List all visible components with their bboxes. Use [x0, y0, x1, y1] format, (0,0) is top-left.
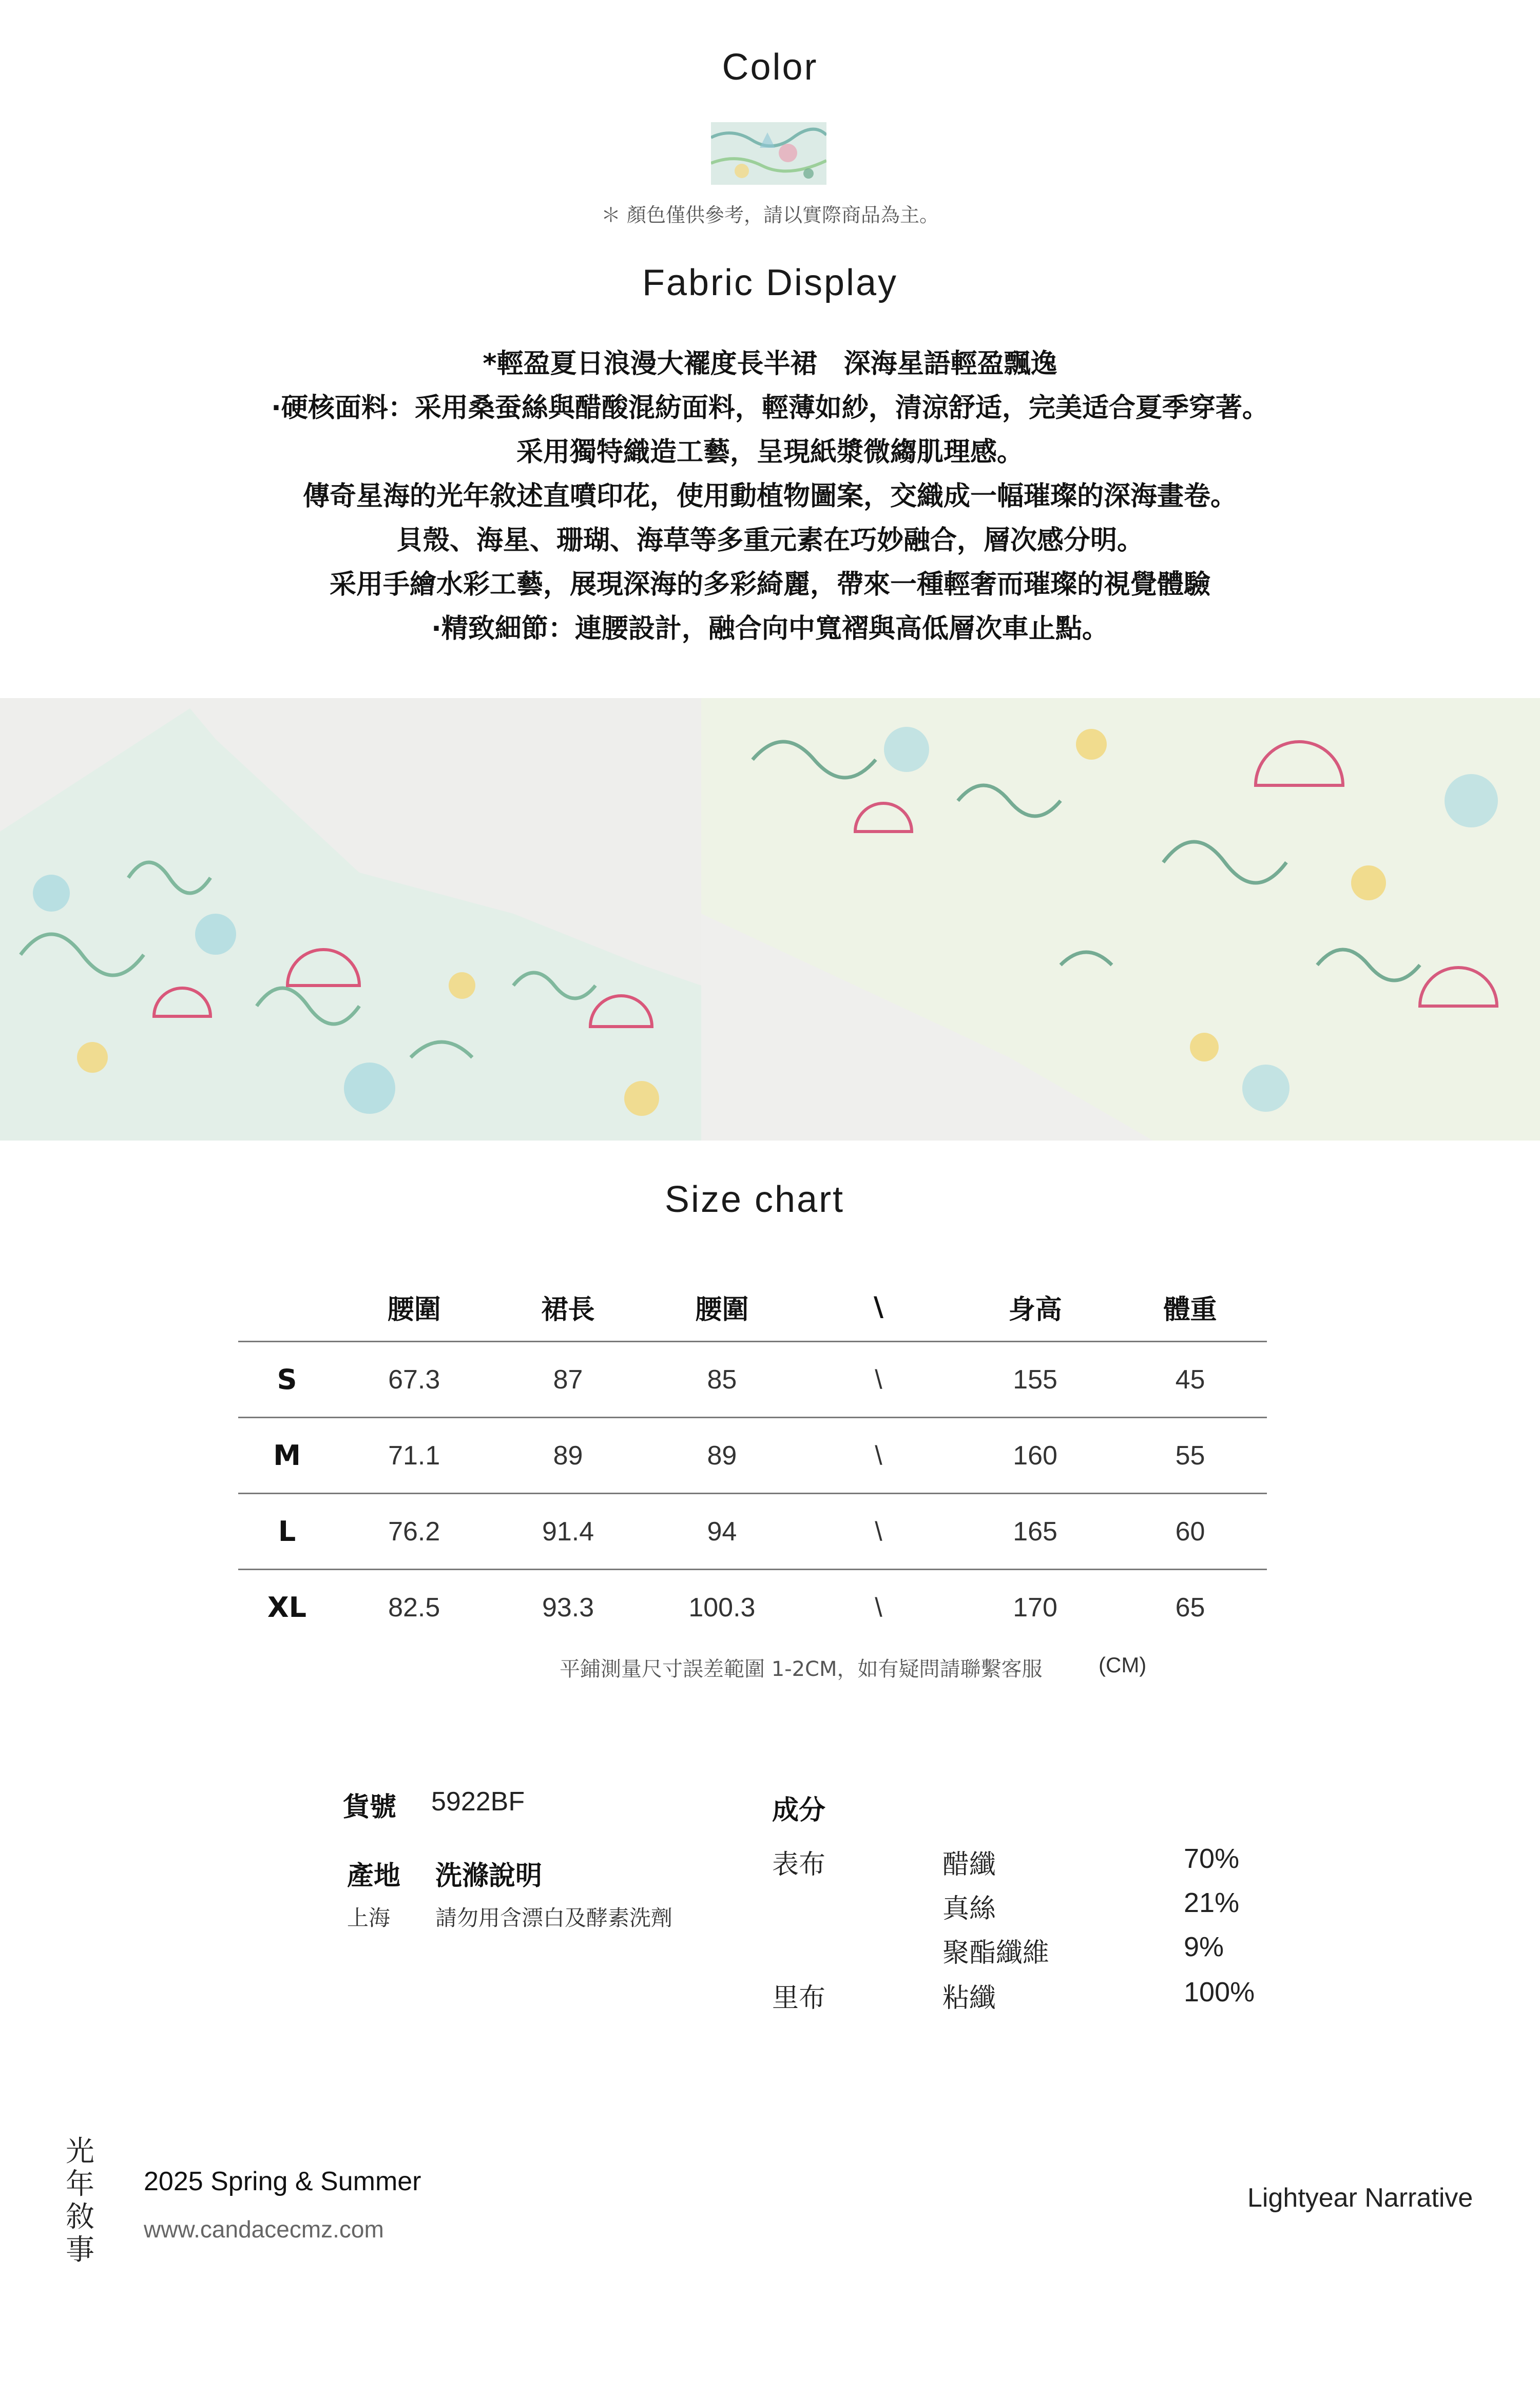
brand-char: 敘	[66, 2200, 94, 2234]
fabric-line: 采用獨特織造工藝，呈現紙漿微縐肌理感。	[516, 437, 1024, 468]
material-name: 聚酯纖維	[942, 1938, 1050, 1968]
table-cell: 93.3	[492, 1570, 644, 1645]
material-name: 醋纖	[942, 1849, 996, 1880]
fabric-line: 貝殼、海星、珊瑚、海草等多重元素在巧妙融合，層次感分明。	[396, 525, 1144, 556]
size-label: M	[238, 1418, 336, 1494]
table-cell: 87	[492, 1342, 644, 1418]
origin-value: 上海	[347, 1905, 391, 1930]
website-link[interactable]: www.candacecmz.com	[144, 2216, 384, 2243]
material-percent: 21%	[1184, 1887, 1240, 1918]
size-table	[238, 1273, 1267, 1645]
material-name: 粘纖	[942, 1983, 996, 2014]
fabric-line: ·硬核面料：采用桑蚕絲與醋酸混紡面料，輕薄如紗，清涼舒适，完美适合夏季穿著。	[271, 393, 1269, 423]
sku-label: 貨號	[343, 1792, 397, 1823]
material-percent: 9%	[1184, 1932, 1224, 1962]
shell-label: 表布	[772, 1849, 826, 1880]
table-cell: 85	[644, 1342, 800, 1418]
table-cell: 71.1	[336, 1418, 492, 1494]
table-cell: 65	[1113, 1570, 1267, 1645]
table-cell: 55	[1113, 1418, 1267, 1494]
table-cell: 91.4	[492, 1494, 644, 1570]
composition-label: 成分	[772, 1795, 826, 1826]
brand-name: Lightyear Narrative	[1247, 2183, 1473, 2213]
table-cell: 82.5	[336, 1570, 492, 1645]
origin-label: 產地	[347, 1861, 401, 1891]
table-cell: 60	[1113, 1494, 1267, 1570]
table-cell: 67.3	[336, 1342, 492, 1418]
size-header-cell: 裙長	[541, 1294, 595, 1325]
table-cell: 89	[492, 1418, 644, 1494]
fabric-line: ·精致細節：連腰設計，融合向中寬褶與高低層次車止點。	[431, 613, 1109, 644]
brand-logo-vertical	[64, 2135, 97, 2267]
fabric-description	[0, 342, 1540, 651]
sku-value: 5922BF	[431, 1787, 525, 1817]
table-cell: \	[800, 1570, 957, 1645]
material-name: 真絲	[942, 1894, 996, 1924]
table-row	[238, 1570, 1267, 1645]
brand-char: 事	[66, 2233, 94, 2267]
care-value: 請勿用含漂白及酵素洗劑	[435, 1905, 673, 1930]
material-percent: 70%	[1184, 1843, 1240, 1874]
table-cell: 100.3	[644, 1570, 800, 1645]
size-header-cell: 腰圍	[387, 1294, 441, 1325]
care-label: 洗滌說明	[435, 1861, 543, 1891]
size-header-cell: 腰圍	[695, 1294, 749, 1325]
size-note: 平鋪測量尺寸誤差範圍 1-2CM，如有疑問請聯繫客服	[560, 1657, 1043, 1681]
fabric-line: 傳奇星海的光年敘述直噴印花，使用動植物圖案，交織成一幅璀璨的深海畫卷。	[302, 481, 1237, 512]
fabric-photo-left	[0, 698, 701, 1141]
table-cell: \	[800, 1342, 957, 1418]
color-title: Color	[722, 47, 818, 88]
fabric-line: *輕盈夏日浪漫大襬度長半裙 深海星語輕盈飄逸	[483, 349, 1057, 379]
material-percent: 100%	[1184, 1977, 1255, 2007]
fabric-photo-right	[701, 698, 1540, 1141]
size-header-cell: 身高	[1008, 1294, 1062, 1325]
size-unit: (CM)	[1099, 1653, 1147, 1677]
size-label: S	[238, 1342, 336, 1418]
size-label: L	[238, 1494, 336, 1570]
table-cell: 45	[1113, 1342, 1267, 1418]
table-cell: 160	[957, 1418, 1113, 1494]
table-row	[238, 1494, 1267, 1570]
fabric-line: 采用手繪水彩工藝，展現深海的多彩綺麗，帶來一種輕奢而璀璨的視覺體驗	[329, 569, 1210, 600]
table-cell: 170	[957, 1570, 1113, 1645]
table-cell: 94	[644, 1494, 800, 1570]
size-header-cell	[238, 1273, 336, 1342]
table-cell: \	[800, 1494, 957, 1570]
table-cell: 76.2	[336, 1494, 492, 1570]
table-row	[238, 1342, 1267, 1418]
size-label: XL	[238, 1570, 336, 1645]
table-cell: 155	[957, 1342, 1113, 1418]
size-header-cell: \	[873, 1291, 883, 1322]
brand-char: 年	[66, 2168, 94, 2201]
table-cell: 89	[644, 1418, 800, 1494]
size-table-header	[238, 1273, 1267, 1342]
table-cell: 165	[957, 1494, 1113, 1570]
season-label: 2025 Spring & Summer	[144, 2167, 421, 2196]
color-note: ＊ 顏色僅供參考，請以實際商品為主。	[601, 204, 939, 226]
size-chart-title: Size chart	[664, 1179, 845, 1220]
brand-char: 光	[66, 2135, 94, 2168]
table-row	[238, 1418, 1267, 1494]
table-cell: \	[800, 1418, 957, 1494]
lining-label: 里布	[772, 1983, 826, 2014]
size-header-cell: 體重	[1163, 1294, 1217, 1325]
fabric-title: Fabric Display	[642, 262, 898, 303]
color-swatch[interactable]	[711, 122, 826, 185]
